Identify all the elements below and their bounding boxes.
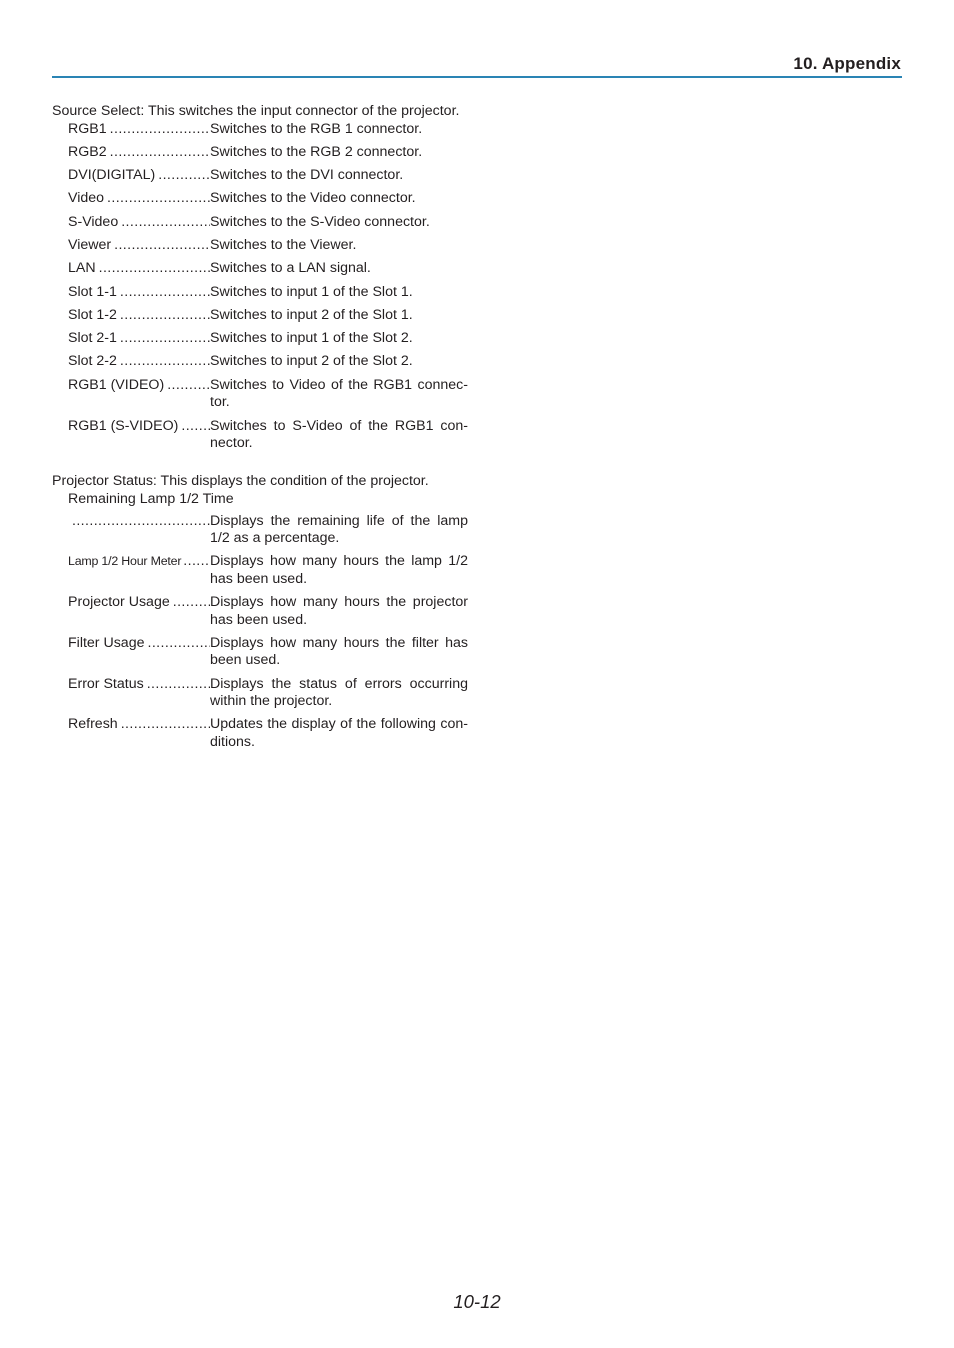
item-term: Lamp 1/2 Hour Meter <box>68 554 182 569</box>
item-description: Switches to the S-Video connector. <box>210 213 430 230</box>
header-rule <box>52 76 902 78</box>
list-item <box>68 513 468 548</box>
item-term: RGB2 <box>68 143 107 160</box>
list-item <box>68 121 468 139</box>
list-item <box>68 284 468 302</box>
list-item <box>68 353 468 371</box>
list-item <box>68 167 468 185</box>
projector-status-heading: Projector Status: This displays the condition of the projector. <box>52 473 429 489</box>
item-term: LAN <box>68 260 96 277</box>
item-term: DVI(DIGITAL) <box>68 167 156 184</box>
item-term: S-Video <box>68 213 119 230</box>
source-select-section <box>52 103 468 458</box>
item-description: Switches to input 1 of the Slot 2. <box>210 330 413 347</box>
item-term: RGB1 (S-VIDEO) <box>68 417 179 434</box>
item-term: Video <box>68 190 105 207</box>
chapter-title: 10. Appendix <box>793 54 901 73</box>
item-term: Filter Usage <box>68 634 145 651</box>
item-term: RGB1 (VIDEO) <box>68 376 165 393</box>
item-term: Viewer <box>68 236 112 253</box>
item-description: Displays the remaining life of the lamp 1/2 as a percentage. <box>210 512 468 546</box>
list-item <box>68 144 468 162</box>
item-description: Switches to input 2 of the Slot 2. <box>210 353 413 370</box>
item-description: Switches to the Viewer. <box>210 236 357 253</box>
list-item <box>68 330 468 348</box>
item-term: Refresh <box>68 716 118 733</box>
item-term: Slot 1-1 <box>68 283 117 300</box>
item-description: Switches to input 1 of the Slot 1. <box>210 283 413 300</box>
list-item <box>68 377 468 412</box>
list-item <box>68 260 468 278</box>
source-select-heading: Source Select: This switches the input connector of the projector. <box>52 103 460 119</box>
item-description: Switches to S-Video of the RGB1 con- nector. <box>210 417 468 452</box>
list-item <box>68 214 468 232</box>
item-description: Switches to input 2 of the Slot 1. <box>210 306 413 323</box>
item-description: Displays how many hours the projector has been used. <box>210 594 468 628</box>
item-term: Slot 2-2 <box>68 353 117 370</box>
list-item <box>68 553 468 588</box>
list-item <box>68 635 468 670</box>
item-term: Projector Usage <box>68 594 170 611</box>
item-term: Slot 1-2 <box>68 306 117 323</box>
item-description: Switches to the RGB 1 connector. <box>210 120 423 137</box>
list-item <box>68 237 468 255</box>
page-number: 10-12 <box>453 1291 501 1312</box>
list-item <box>68 594 468 629</box>
item-description: Updates the display of the following con- ditions. <box>210 716 468 750</box>
item-description: Switches to the DVI connector. <box>210 167 404 184</box>
list-item <box>68 418 468 453</box>
projector-status-subheading: Remaining Lamp 1/2 Time <box>68 490 234 507</box>
item-description: Switches to a LAN signal. <box>210 260 371 277</box>
item-description: Switches to the Video connector. <box>210 190 416 207</box>
projector-status-section <box>52 473 468 757</box>
list-item <box>68 676 468 711</box>
item-term: Error Status <box>68 675 144 692</box>
list-item <box>68 190 468 208</box>
list-item <box>68 716 468 751</box>
item-description: Switches to the RGB 2 connector. <box>210 143 423 160</box>
item-description: Switches to Video of the RGB1 connec- tor. <box>210 376 468 411</box>
list-item <box>68 307 468 325</box>
item-term: Slot 2-1 <box>68 330 117 347</box>
item-description: Displays how many hours the lamp 1/2 has been used. <box>210 553 468 587</box>
item-description: Displays how many hours the filter has been used. <box>210 634 468 669</box>
item-term: RGB1 <box>68 120 107 137</box>
item-description: Displays the status of errors occurring within the projector. <box>210 675 468 710</box>
